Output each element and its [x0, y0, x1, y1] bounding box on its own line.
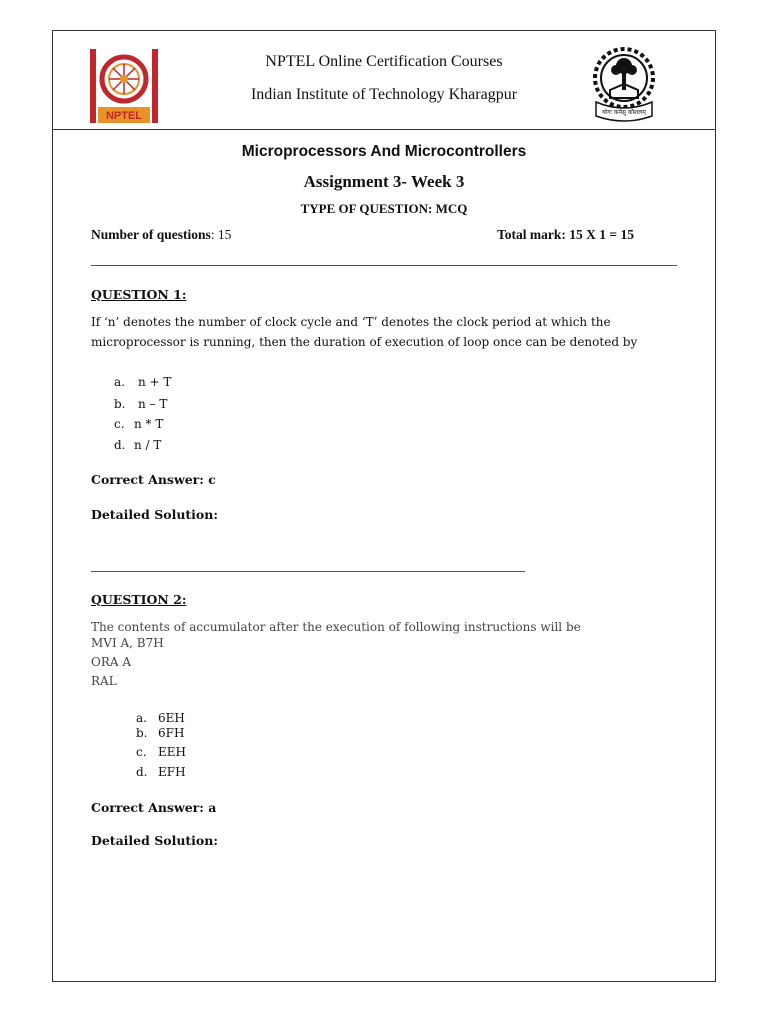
- question-2-title: QUESTION 2:: [91, 592, 187, 607]
- option-text: n * T: [134, 417, 164, 431]
- question-1-option-c: [114, 417, 163, 431]
- nptel-logo-text: NPTEL: [105, 110, 143, 122]
- option-text: EFH: [158, 765, 186, 779]
- question-1-text-line-2: microprocessor is running, then the duration of execution of loop once can be denoted by: [91, 335, 638, 349]
- question-2-text: The contents of accumulator after the execution of following instructions will be: [91, 620, 581, 634]
- question-2-code-line: MVI A, B7H: [91, 636, 164, 650]
- option-label: d.: [114, 438, 126, 452]
- question-2-option-b: [136, 726, 184, 740]
- question-2-solution-label: Detailed Solution:: [91, 833, 218, 848]
- option-label: a.: [114, 375, 125, 389]
- option-label: c.: [114, 417, 125, 431]
- number-of-questions-value: : 15: [210, 227, 232, 242]
- question-2-option-a: [136, 711, 185, 725]
- option-label: d.: [136, 765, 148, 779]
- question-1-option-b: [114, 397, 167, 411]
- course-title: Microprocessors And Microcontrollers: [241, 143, 527, 160]
- header-divider: [52, 129, 716, 130]
- option-text: n / T: [134, 438, 162, 452]
- nptel-logo: [90, 49, 158, 123]
- question-2-code-line: RAL: [91, 674, 117, 688]
- iit-logo-motto: योगः कर्मसु कौशलम्: [602, 109, 646, 116]
- option-text: n – T: [138, 397, 168, 411]
- question-1-option-d: [114, 438, 161, 452]
- option-label: a.: [136, 711, 147, 725]
- question-1-solution-label: Detailed Solution:: [91, 507, 218, 522]
- question-1-option-a: [114, 375, 171, 389]
- question-divider: [91, 571, 525, 572]
- option-label: c.: [136, 745, 147, 759]
- number-of-questions-label: Number of questions: [91, 227, 211, 242]
- option-text: n + T: [138, 375, 172, 389]
- section-divider: [91, 265, 677, 266]
- question-2-code-line: ORA A: [91, 655, 132, 669]
- question-1-text-line-1: If ‘n’ denotes the number of clock cycle and ‘T’ denotes the clock period at which the: [91, 315, 611, 329]
- option-text: 6FH: [158, 726, 185, 740]
- option-label: b.: [114, 397, 126, 411]
- option-label: b.: [136, 726, 148, 740]
- header-line-1: NPTEL Online Certification Courses: [265, 53, 503, 70]
- total-mark: Total mark: 15 X 1 = 15: [497, 227, 634, 242]
- option-text: 6EH: [158, 711, 185, 725]
- question-2-option-c: [136, 745, 186, 759]
- question-2-option-d: [136, 765, 186, 779]
- option-text: EEH: [158, 745, 186, 759]
- question-type: TYPE OF QUESTION: MCQ: [300, 201, 468, 216]
- question-1-title: QUESTION 1:: [91, 287, 187, 302]
- header-line-2: Indian Institute of Technology Kharagpur: [250, 86, 518, 103]
- question-2-answer: Correct Answer: a: [91, 800, 217, 815]
- question-1-answer: Correct Answer: c: [91, 472, 216, 487]
- assignment-title: Assignment 3- Week 3: [303, 172, 465, 191]
- number-of-questions: [91, 227, 231, 243]
